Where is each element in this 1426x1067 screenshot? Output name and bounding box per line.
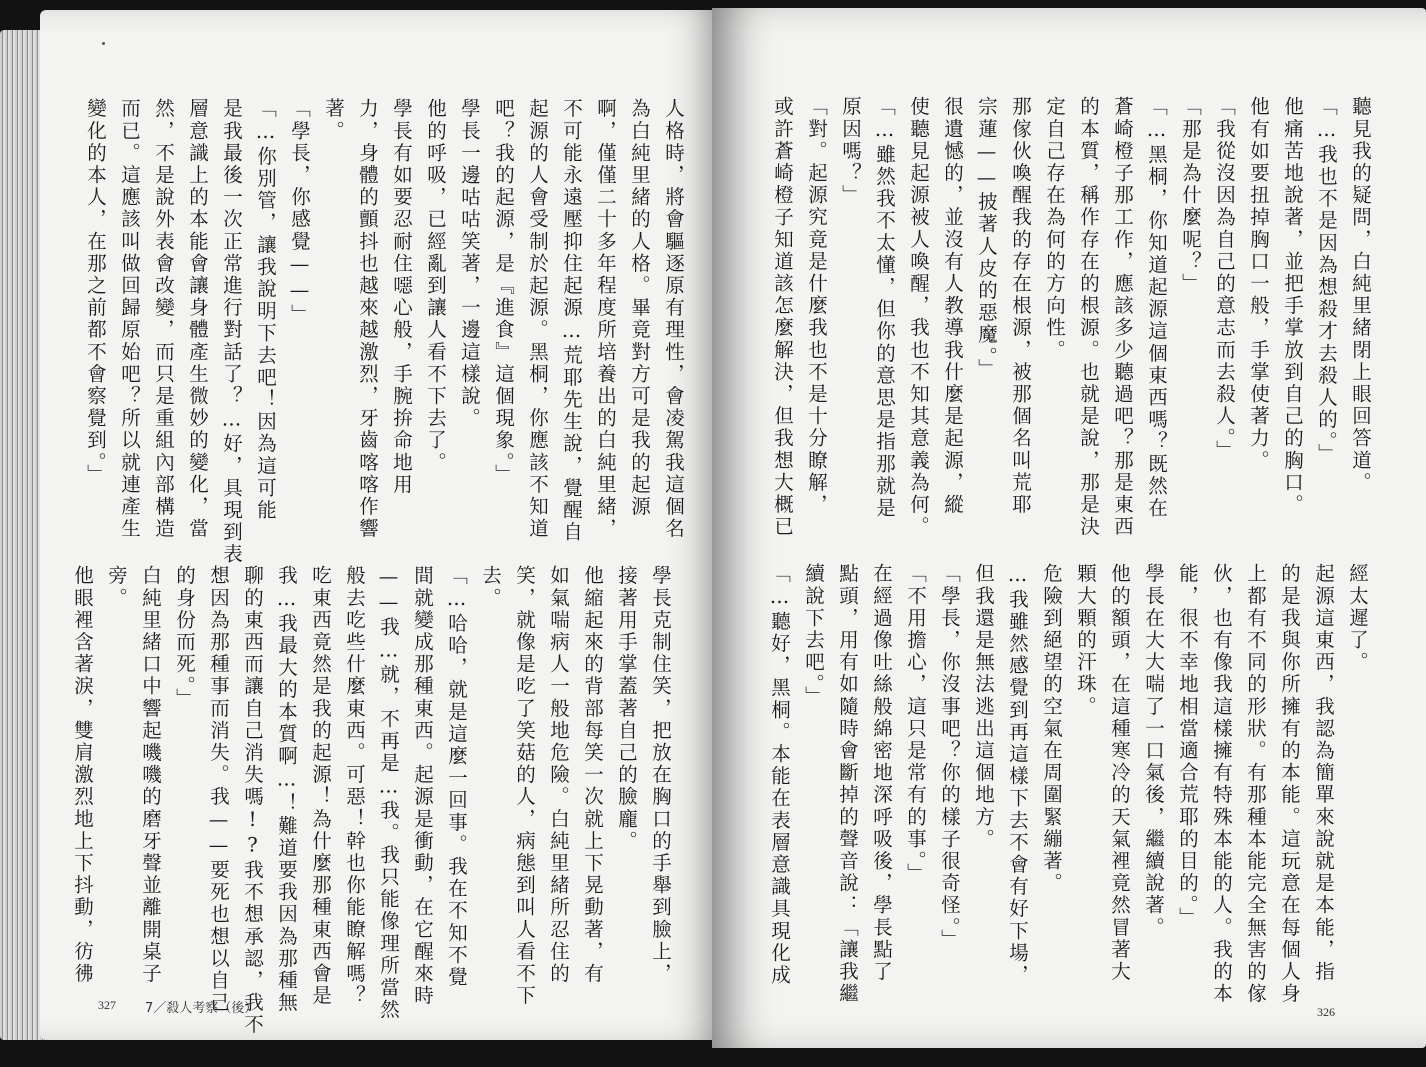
running-head: 7／殺人考察（後） — [145, 1001, 258, 1016]
left-page-number: 327 — [98, 998, 116, 1012]
print-mark — [102, 42, 105, 45]
left-page-lower-text: 學長克制住笑，把放在胸口的手舉到臉上， 接著用手掌蓋著自己的臉龐。 他縮起來的背部每笑一次就上下晃動著，有 如氣喘病人一般地危險。白純里緒所忍住的 笑，就像是吃了笑菇的人，病態到叫人看不下 去。 「…哈哈，就是這麼一回事。我在不知不覺 間就變成那種東西。起源是衝動，在它醒來時 ——我…就，不再是…我。我只能像理所當然 般去吃些什麼東西。可惡！幹也你能瞭解嗎？ 吃東西竟然是我的起源！為什麼那種東西會是 我…我最大的本質啊…！難道要我因為那種無 聊的東西而讓自己消失嗎!?我不想承認，我不 想因為那種事而消失。我——要死也想以自己 的身份而死。」 白純里緒口中響起嘰嘰的磨牙聲並離開桌子 旁。 他眼裡含著淚，雙肩激烈地上下抖動，彷彿 — [71, 565, 672, 1037]
right-page-upper-text: 聽見我的疑問，白純里緒閉上眼回答道。 「…我也不是因為想殺才去殺人的。」 他痛苦地說著，並把手掌放到自己的胸口。 他有如要扭掉胸口一般，手掌使著力。 「我從沒因為自己的意志而去殺人。」 「那是為什麼呢？」 「…黑桐，你知道起源這個東西嗎？既然在 蒼崎橙子那工作，應該多少聽過吧？那是東西 的本質，稱作存在的根源。也就是說，那是決 定自己存在為何的方向性。 那傢伙喚醒我的存在根源，被那個名叫荒耶 宗蓮——披著人皮的惡魔。」 很遺憾的，並沒有人教導我什麼是起源，縱 使聽見起源被人喚醒，我也不知其意義為何。 「…雖然我不太懂，但你的意思是指那就是 原因嗎？」 「對。起源究竟是什麼我也不是十分瞭解， 或許蒼崎橙子知道該怎麼解決，但我想大概已 — [771, 96, 1372, 538]
right-page — [712, 8, 1426, 1048]
left-page-upper-text: 人格時，將會驅逐原有理性，會凌駕我這個名 為白純里緒的人格。畢竟對方可是我的起源 啊，僅僅二十多年程度所培養出的白純里緒， 不可能永遠壓抑住起源…荒耶先生說，覺醒自 起源的人會受制於起源。黑桐，你應該不知道 吧？我的起源，是『進食』這個現象。」 學長一邊咕咕笑著，一邊這樣說。 他的呼吸，已經亂到讓人看不下去了。 學長有如要忍耐住噁心般，手腕拚命地用 力，身體的顫抖也越來越激烈，牙齒喀喀作響 著。 「學長，你感覺——」 「…你別管，讓我說明下去吧！因為這可能 是我最後一次正常進行對話了？…好，具現到表 層意識上的本能會讓身體產生微妙的變化，當 然，不是說外表會改變，而只是重組內部構造 而已。這應該叫做回歸原始吧？所以就連產生 變化的本人，在那之前都不會察覺到。」 — [84, 98, 685, 566]
right-page-lower-text: 經太遲了。 起源這東西，我認為簡單來說就是本能，指 的是我與你所擁有的本能。這玩意在每個人身 上都有不同的形狀。有那種本能完全無害的傢 伙，也有像我這樣擁有特殊本能的人。我的本 能，很不幸地相當適合荒耶的目的。」 學長在大大喘了一口氣後，繼續說著。 他的額頭，在這種寒冷的天氣裡竟然冒著大 顆大顆的汗珠。 危險到絕望的空氣在周圍緊繃著。 …我雖然感覺到再這樣下去不會有好下場， 但我還是無法逃出這個地方。 「學長，你沒事吧？你的樣子很奇怪。」 「不用擔心，這只是常有的事。」 在經過像吐絲般綿密地深呼吸後，學長點了 點頭，用有如隨時會斷掉的聲音說：「讓我繼 續說下去吧。」 「…聽好，黑桐。本能在表層意識具現化成 — [768, 563, 1369, 1005]
right-page-number: 326 — [1317, 1005, 1335, 1019]
page-stack-edge — [0, 30, 44, 1040]
left-page — [40, 10, 720, 1040]
